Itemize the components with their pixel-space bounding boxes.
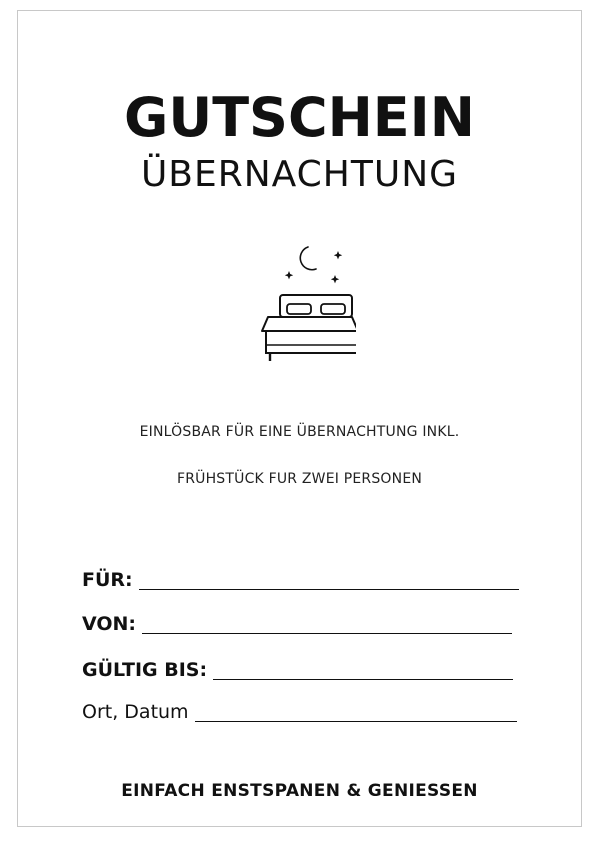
valid-until-label: GÜLTIG BIS: [82, 659, 208, 681]
description-line-2: FRÜHSTÜCK FUR ZWEI PERSONEN [176, 471, 423, 487]
from-line[interactable] [142, 633, 512, 634]
bed-with-moon-and-stars-icon [246, 239, 356, 369]
from-label: VON: [82, 613, 137, 635]
from-field[interactable] [82, 608, 512, 636]
star-icon [285, 271, 293, 279]
pillow-left [287, 304, 311, 314]
valid-until-line[interactable] [213, 679, 513, 680]
place-date-field[interactable] [82, 696, 517, 724]
place-date-label: Ort, Datum [82, 701, 189, 723]
place-date-line[interactable] [195, 721, 517, 722]
voucher-footer: EINFACH ENSTSPANEN & GENIESSEN [121, 781, 478, 801]
for-label: FÜR: [82, 569, 133, 591]
valid-until-field[interactable] [82, 654, 513, 682]
for-line[interactable] [139, 589, 519, 590]
bed-icon-graphic [246, 239, 356, 369]
star-icon [331, 275, 339, 283]
description-line-1: EINLÖSBAR FÜR EINE ÜBERNACHTUNG INKL. [139, 424, 460, 440]
bed-mattress [262, 317, 356, 331]
for-field[interactable] [82, 564, 519, 592]
bed-base [266, 331, 356, 353]
star-icon [334, 251, 342, 259]
pillow-right [321, 304, 345, 314]
voucher-title: GUTSCHEIN [124, 86, 475, 149]
voucher-subtitle: ÜBERNACHTUNG [140, 154, 459, 195]
moon-icon [300, 247, 316, 270]
voucher-card [17, 10, 582, 827]
